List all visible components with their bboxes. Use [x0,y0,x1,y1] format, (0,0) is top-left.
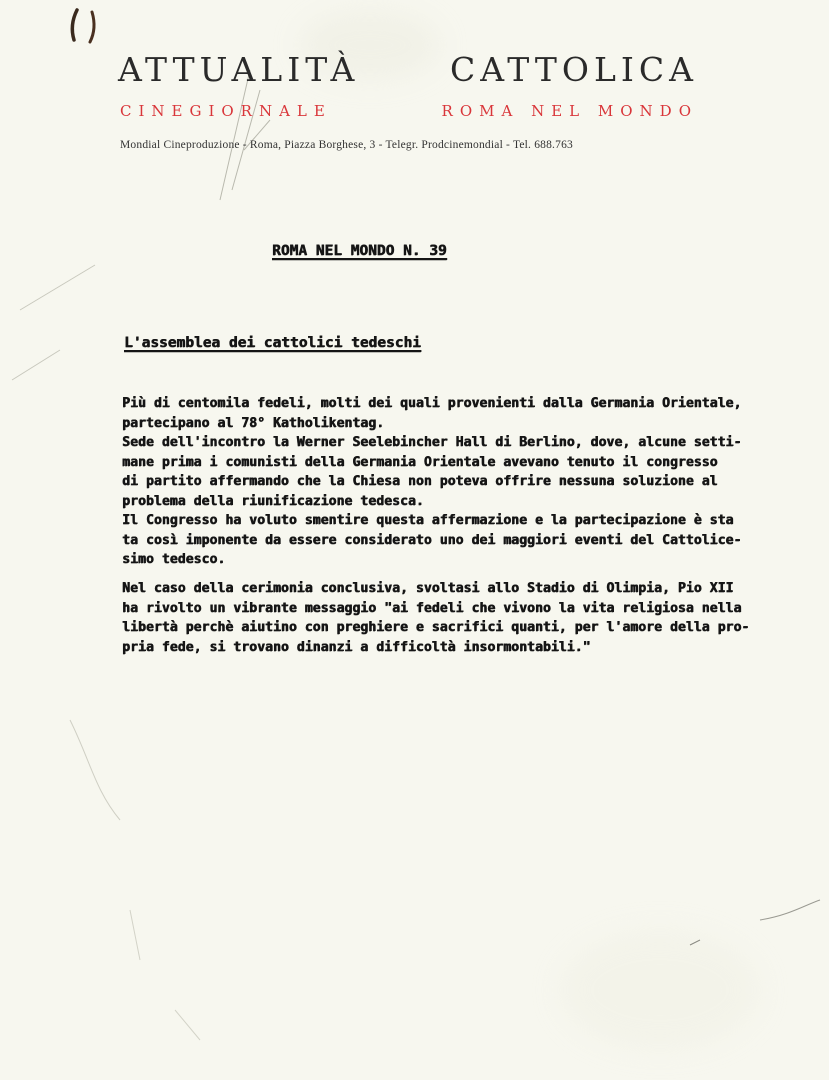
text-line: Il Congresso ha voluto smentire questa affermazione e la partecipazione è sta [122,513,734,528]
pencil-strokes [690,940,700,945]
letterhead-title-right: CATTOLICA [450,50,698,89]
paragraph-1 [122,394,772,570]
pencil-strokes [220,70,270,200]
ink-mark [90,12,94,42]
text-line: ta così imponente da essere considerato uno dei maggiori eventi del Cattolice- [122,532,742,548]
paragraph-2 [122,579,772,657]
pencil-strokes [130,910,200,1040]
document-heading: ROMA NEL MONDO N. 39 [272,243,447,259]
text-line: Nel caso della cerimonia conclusiva, svoltasi allo Stadio di Olimpia, Pio XII [122,581,734,596]
article-title: L'assemblea dei cattolici tedeschi [124,335,421,351]
text-line: simo tedesco. [122,552,226,567]
text-line: Sede dell'incontro la Werner Seelebincher Hall di Berlino, dove, alcune setti- [122,435,742,450]
text-line: pria fede, si trovano dinanzi a difficoltà insormontabili." [122,639,591,655]
ink-mark [72,10,77,40]
pencil-strokes [12,265,95,380]
pencil-strokes [760,900,820,920]
pencil-strokes [70,720,120,820]
letterhead-title-left: ATTUALITÀ [118,50,360,89]
text-line: problema della riunificazione tedesca. [122,493,424,509]
letterhead-subtitle-right: ROMA NEL MONDO [441,102,698,120]
text-line: partecipano al 78° Katholikentag. [122,415,385,431]
text-line: ha rivolto un vibrante messaggio "ai fedeli che vivono la vita religiosa nella [122,600,742,616]
letterhead-subtitle-left: CINEGIORNALE [120,102,332,120]
letterhead-title [118,50,698,89]
letterhead-subtitle [120,102,698,120]
text-line: libertà perchè aiutino con preghiere e sacrifici quanti, per l'amore della pro- [122,620,750,635]
letterhead-address: Mondial Cineproduzione - Roma, Piazza Borghese, 3 - Telegr. Prodcinemondial - Tel. 688.763 [120,139,573,151]
text-line: Più di centomila fedeli, molti dei quali provenienti dalla Germania Orientale, [122,396,742,411]
text-line: mane prima i comunisti della Germania Orientale avevano tenuto il congresso [122,454,718,470]
text-line: di partito affermando che la Chiesa non poteva offrire nessuna soluzione al [122,474,718,489]
